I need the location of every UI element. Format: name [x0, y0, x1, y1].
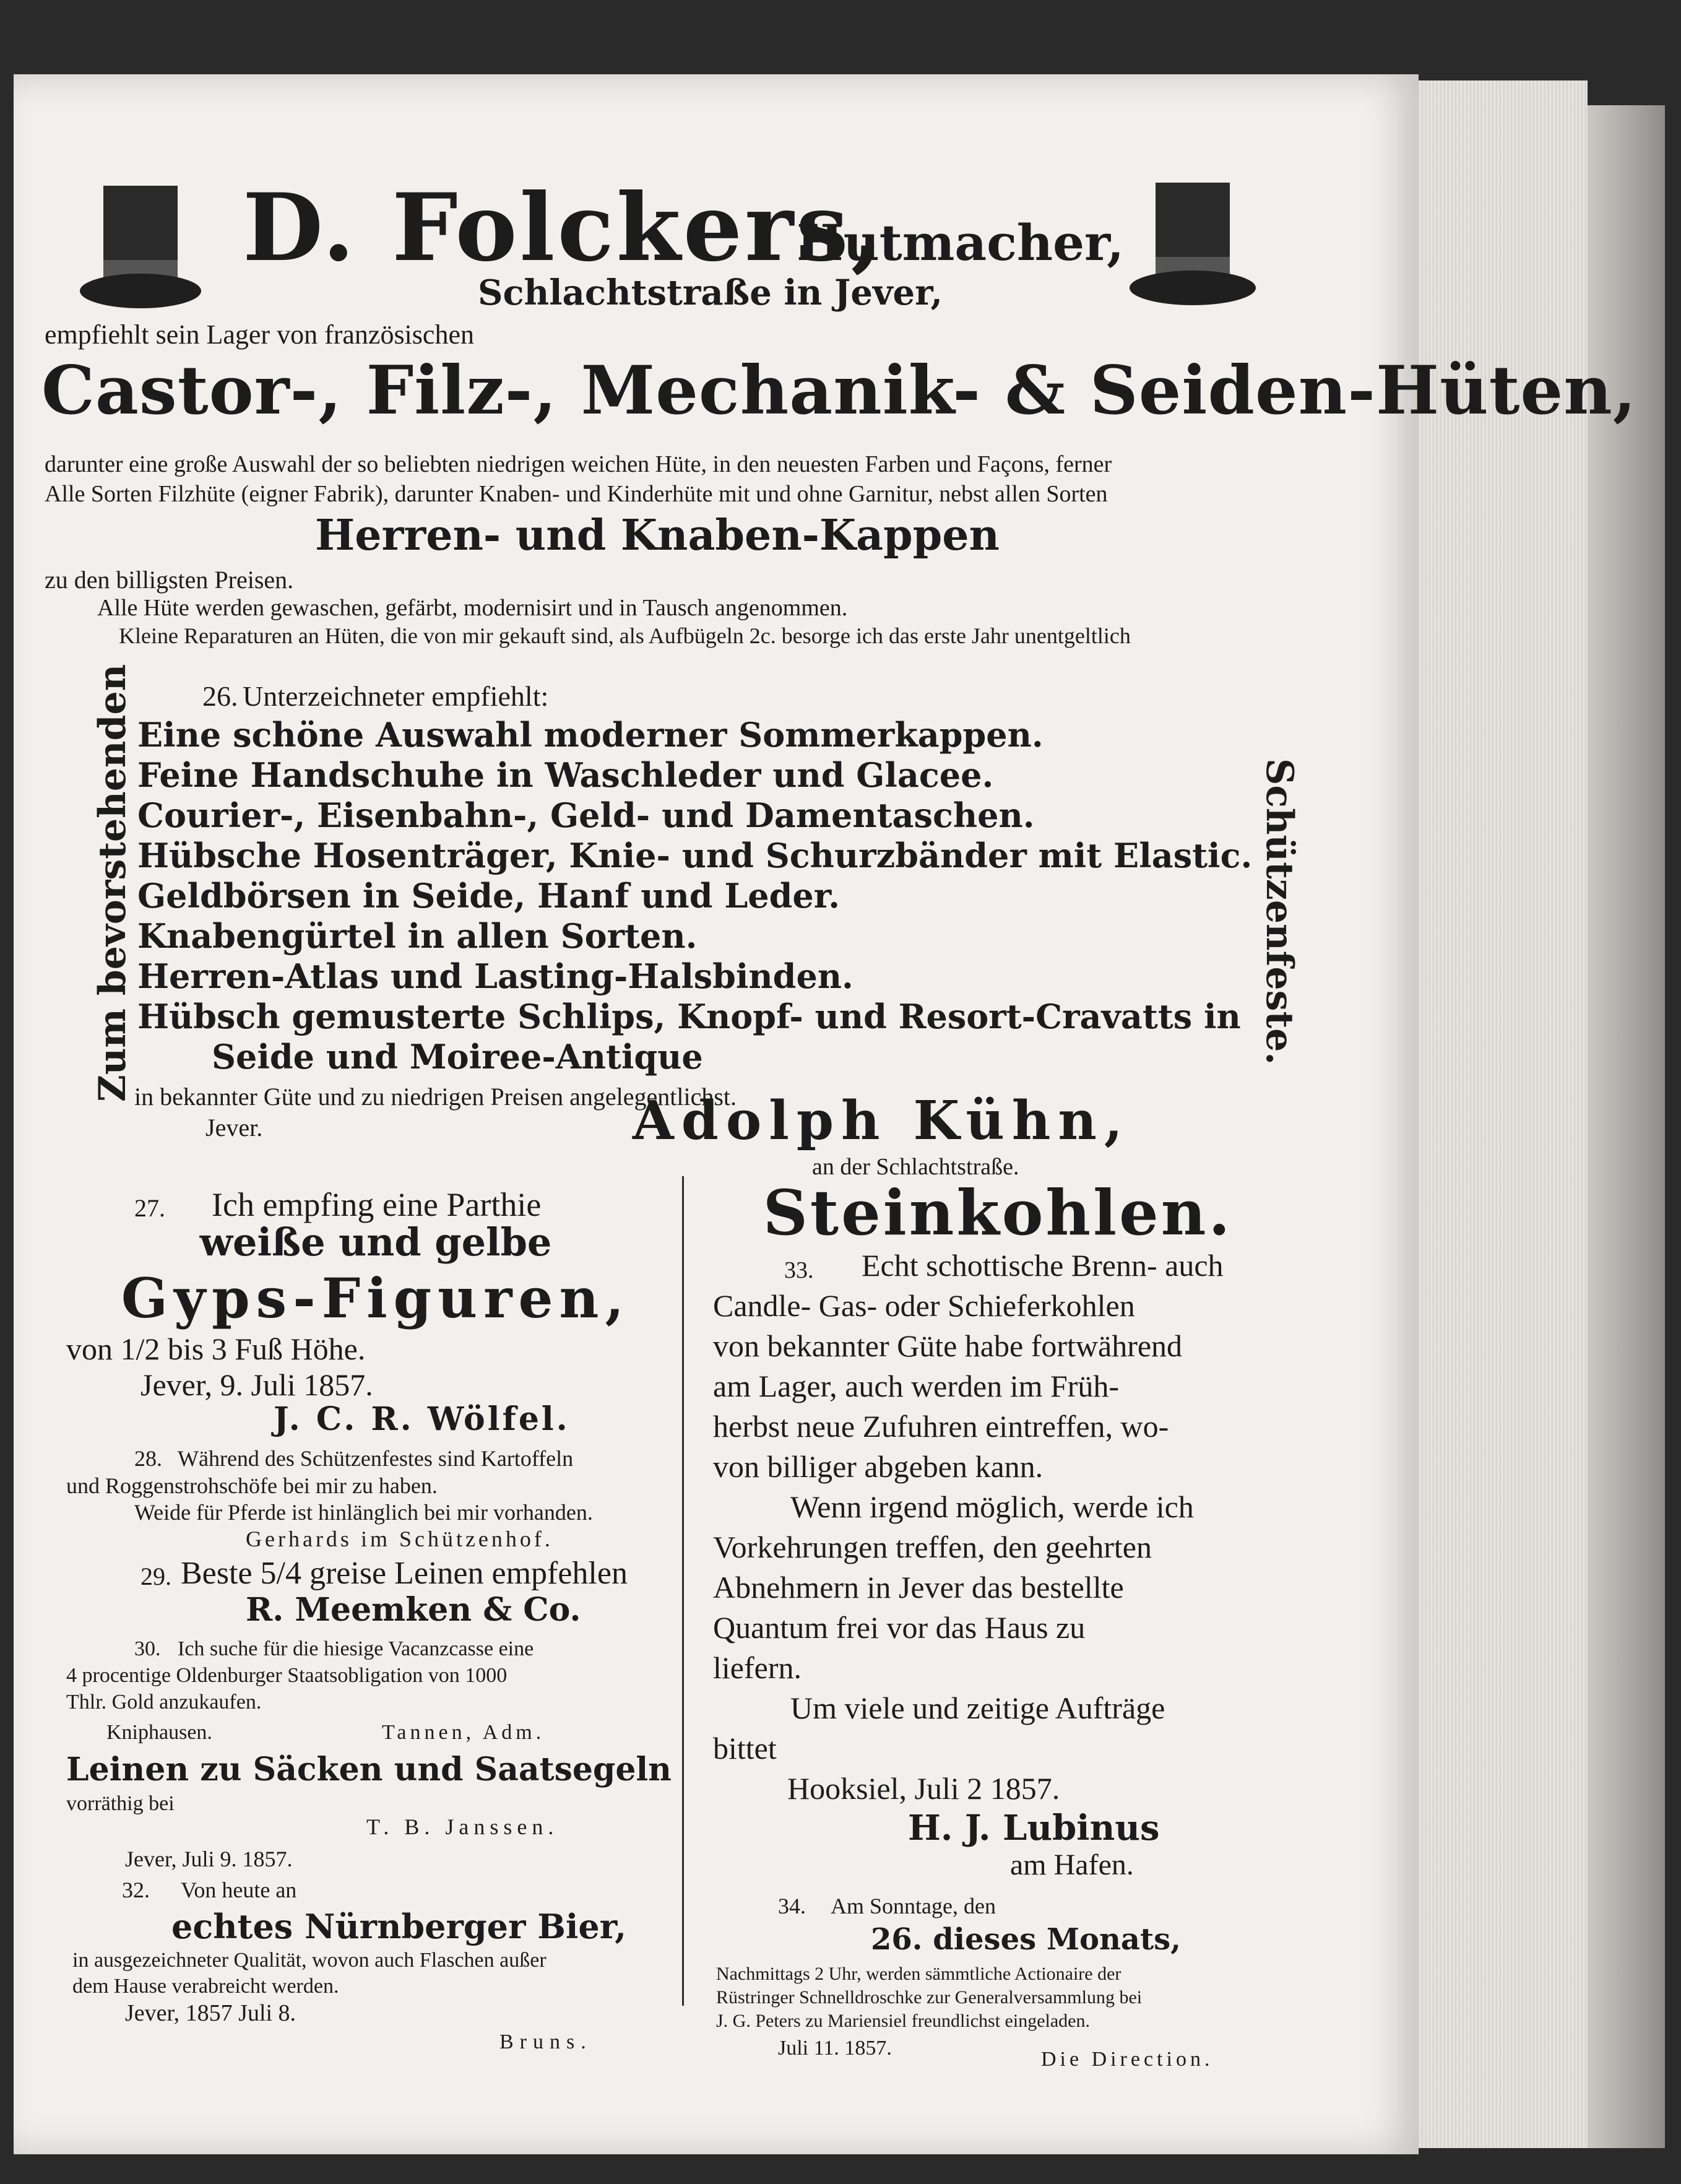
- ad31-line: Jever, Juli 9. 1857.: [125, 1847, 293, 1871]
- ad33-line: von billiger abgeben kann.: [713, 1449, 1044, 1484]
- ad28-number: 28.: [134, 1446, 162, 1471]
- top-hat-icon: [1128, 176, 1258, 319]
- kuehn-closing: in bekannter Güte und zu niedrigen Preisen angelegentlichst.: [134, 1083, 737, 1111]
- ad30-line: 4 procentige Oldenburger Staatsobligation von 1000: [66, 1664, 508, 1687]
- folckers-headline: Castor-, Filz-, Mechanik- & Seiden-Hüten,: [41, 352, 1637, 430]
- ad33-line: herbst neue Zufuhren eintreffen, wo-: [713, 1409, 1169, 1444]
- ad32-line: Von heute an: [181, 1878, 297, 1902]
- top-hat-icon: [79, 180, 202, 319]
- folckers-address: Schlachtstraße in Jever,: [478, 272, 943, 313]
- ad32-line: echtes Nürnberger Bier,: [171, 1907, 627, 1946]
- folckers-trade: Hutmacher,: [797, 214, 1125, 272]
- ad31-line: T. B. Janssen.: [366, 1814, 559, 1839]
- ad32-line: Bruns.: [499, 2030, 592, 2053]
- ad33-line: Candle- Gas- oder Schieferkohlen: [713, 1288, 1135, 1323]
- ad28-line: Während des Schützenfestes sind Kartoffeln: [178, 1446, 574, 1471]
- ad29-number: 29.: [140, 1562, 171, 1590]
- ad27-line: weiße und gelbe: [199, 1220, 552, 1265]
- ad28-line: Weide für Pferde ist hinlänglich bei mir vorhanden.: [134, 1500, 593, 1525]
- column-divider: [682, 1176, 684, 2006]
- kuehn-item: Eine schöne Auswahl moderner Sommerkappen.: [137, 715, 1044, 755]
- ad27-line: J. C. R. Wölfel.: [274, 1400, 570, 1438]
- ad29-line: R. Meemken & Co.: [246, 1591, 581, 1629]
- ad34-number: 34.: [778, 1894, 806, 1918]
- ad32-line: Jever, 1857 Juli 8.: [125, 2000, 296, 2026]
- ad33-line: Abnehmern in Jever das bestellte: [713, 1570, 1124, 1605]
- kuehn-item: Hübsch gemusterte Schlips, Knopf- und Resort-Cravatts in: [137, 997, 1241, 1036]
- ad33-name2: am Hafen.: [1010, 1848, 1134, 1881]
- folckers-intro: empfiehlt sein Lager von französischen: [45, 319, 474, 350]
- kuehn-left-side-text: Zum bevorstehenden: [91, 664, 134, 1102]
- page-content: [14, 74, 1637, 2154]
- ad33-line: Vorkehrungen treffen, den geehrten: [713, 1530, 1152, 1564]
- ad27-line: Jever, 9. Juli 1857.: [140, 1367, 373, 1402]
- ad34-line: J. G. Peters zu Mariensiel freundlichst eingeladen.: [716, 2011, 1090, 2031]
- ad33-line: Quantum frei vor das Haus zu: [713, 1610, 1086, 1645]
- ad31-line: vorräthig bei: [66, 1792, 175, 1815]
- ad30-line: Thlr. Gold anzukaufen.: [66, 1691, 262, 1714]
- newspaper-page: [14, 74, 1637, 2154]
- kuehn-address: an der Schlachtstraße.: [812, 1154, 1019, 1180]
- ad27-line: Ich empfing eine Parthie: [212, 1186, 542, 1223]
- kuehn-number: 26.: [202, 680, 238, 712]
- ad33-line: liefern.: [713, 1650, 802, 1685]
- ad27-number: 27.: [134, 1194, 165, 1222]
- ad33-line: von bekannter Güte habe fortwährend: [713, 1328, 1183, 1363]
- ad33-number: 33.: [784, 1257, 814, 1283]
- kuehn-item: Courier-, Eisenbahn-, Geld- und Damentaschen.: [137, 795, 1035, 835]
- ad30-line: Tannen, Adm.: [382, 1721, 545, 1744]
- folckers-prices: zu den billigsten Preisen.: [45, 566, 294, 594]
- ad34-line: Rüstringer Schnelldroschke zur Generalversammlung bei: [716, 1987, 1143, 2008]
- ad30-number: 30.: [134, 1637, 161, 1660]
- ad30-line: Ich suche für die hiesige Vacanzcasse eine: [178, 1637, 534, 1660]
- folckers-line1: darunter eine große Auswahl der so beliebten niedrigen weichen Hüte, in den neuesten Farben und Façons, ferner: [45, 451, 1112, 477]
- kuehn-right-side-text: Schützenfeste.: [1258, 758, 1301, 1065]
- ad34-line: Nachmittags 2 Uhr, werden sämmtliche Actionaire der: [716, 1964, 1121, 1984]
- kuehn-name: Adolph Kühn,: [633, 1090, 1130, 1152]
- kuehn-place: Jever.: [205, 1114, 263, 1142]
- ad33-line: bittet: [713, 1731, 777, 1766]
- folckers-line2: Alle Sorten Filzhüte (eigner Fabrik), darunter Knaben- und Kinderhüte mit und ohne Garnitur, nebst allen Sorten: [45, 481, 1108, 507]
- ad33-place: Hooksiel, Juli 2 1857.: [787, 1771, 1060, 1806]
- ad33-line: Echt schottische Brenn- auch: [862, 1248, 1224, 1283]
- folckers-note2: Kleine Reparaturen an Hüten, die von mir gekauft sind, als Aufbügeln 2c. besorge ich das erste Jahr unentgeltlich: [119, 623, 1131, 648]
- ad27-line: Gyps-Figuren,: [121, 1266, 631, 1330]
- kuehn-item: Knabengürtel in allen Sorten.: [137, 916, 698, 956]
- folckers-note1: Alle Hüte werden gewaschen, gefärbt, modernisirt und in Tausch angenommen.: [97, 595, 848, 621]
- kuehn-item: Hübsche Hosenträger, Knie- und Schurzbänder mit Elastic.: [137, 836, 1253, 875]
- kuehn-item: Feine Handschuhe in Waschleder und Glacee.: [137, 755, 994, 795]
- ad32-number: 32.: [122, 1878, 150, 1902]
- ad34-line: Die Direction.: [1041, 2048, 1214, 2071]
- ad34-line: 26. dieses Monats,: [871, 1922, 1181, 1957]
- ad33-head: Steinkohlen.: [763, 1176, 1233, 1249]
- kuehn-item: Geldbörsen in Seide, Hanf und Leder.: [137, 876, 840, 916]
- ad30-line: Kniphausen.: [106, 1721, 212, 1744]
- kuehn-intro: Unterzeichneter empfiehlt:: [243, 680, 549, 712]
- ad33-name: H. J. Lubinus: [908, 1808, 1160, 1848]
- ad32-line: dem Hause verabreicht werden.: [72, 1975, 339, 1998]
- ad32-line: in ausgezeichneter Qualität, wovon auch Flaschen außer: [72, 1949, 547, 1972]
- kuehn-item: Herren-Atlas und Lasting-Halsbinden.: [137, 956, 853, 996]
- ad33-line: Um viele und zeitige Aufträge: [790, 1691, 1165, 1725]
- ad31-line: Leinen zu Säcken und Saatsegeln: [66, 1751, 672, 1788]
- ad33-line: Wenn irgend möglich, werde ich: [790, 1489, 1194, 1524]
- ad28-line: und Roggenstrohschöfe bei mir zu haben.: [66, 1473, 438, 1498]
- folckers-caps: Herren- und Knaben-Kappen: [315, 511, 1000, 560]
- ad28-line: Gerhards im Schützenhof.: [246, 1527, 553, 1551]
- ad34-line: Am Sonntage, den: [831, 1894, 996, 1918]
- kuehn-item: Seide und Moiree-Antique: [212, 1037, 703, 1077]
- folckers-name: D. Folckers,: [243, 173, 886, 282]
- ad34-line: Juli 11. 1857.: [778, 2037, 892, 2060]
- ad33-line: am Lager, auch werden im Früh-: [713, 1369, 1120, 1403]
- ad27-line: von 1/2 bis 3 Fuß Höhe.: [66, 1332, 366, 1366]
- ad29-line: Beste 5/4 greise Leinen empfehlen: [181, 1556, 628, 1591]
